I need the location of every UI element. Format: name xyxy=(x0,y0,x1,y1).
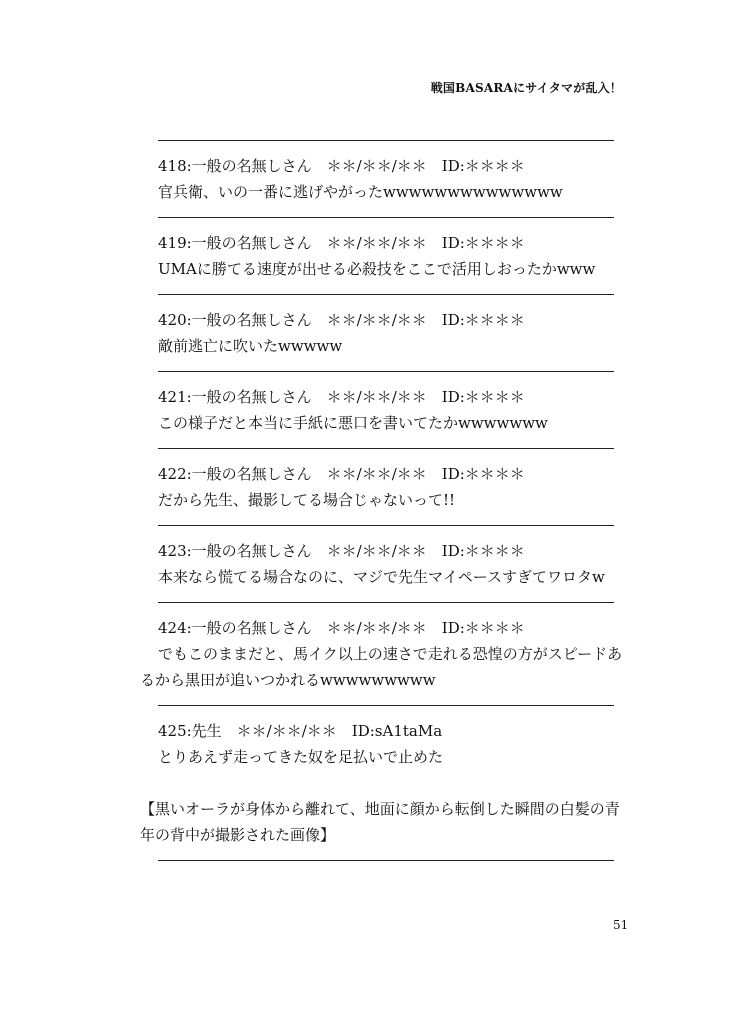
post-421-header: 421:一般の名無しさん ＊＊/＊＊/＊＊ ID:＊＊＊＊ xyxy=(158,388,525,406)
post-419-body: UMAに勝てる速度が出せる必殺技をここで活用しおったかwww xyxy=(158,260,596,278)
separator-rule xyxy=(158,602,614,603)
post-424-body-line-2: るから黒田が追いつかれるwwwwwwwww xyxy=(140,671,436,689)
post-418-header: 418:一般の名無しさん ＊＊/＊＊/＊＊ ID:＊＊＊＊ xyxy=(158,157,525,175)
post-421-body: この様子だと本当に手紙に悪口を書いてたかwwwwwww xyxy=(158,414,548,432)
post-419-header: 419:一般の名無しさん ＊＊/＊＊/＊＊ ID:＊＊＊＊ xyxy=(158,234,525,252)
narration-line-2: 年の背中が撮影された画像】 xyxy=(140,826,336,844)
separator-rule xyxy=(158,217,614,218)
post-425-header: 425:先生 ＊＊/＊＊/＊＊ ID:sA1taMa xyxy=(158,722,443,740)
post-423-header: 423:一般の名無しさん ＊＊/＊＊/＊＊ ID:＊＊＊＊ xyxy=(158,542,525,560)
post-418-body: 官兵衛、いの一番に逃げやがったwwwwwwwwwwwwww xyxy=(158,183,563,201)
post-423-body: 本来なら慌てる場合なのに、マジで先生マイペースすぎてワロタw xyxy=(158,568,605,586)
post-422-body: だから先生、撮影してる場合じゃないって!! xyxy=(158,491,456,509)
separator-rule xyxy=(158,705,614,706)
post-422-header: 422:一般の名無しさん ＊＊/＊＊/＊＊ ID:＊＊＊＊ xyxy=(158,465,525,483)
separator-rule xyxy=(158,140,614,141)
running-header: 戦国BASARAにサイタマが乱入！ xyxy=(430,81,622,95)
post-420-header: 420:一般の名無しさん ＊＊/＊＊/＊＊ ID:＊＊＊＊ xyxy=(158,311,525,329)
separator-rule xyxy=(158,294,614,295)
separator-rule xyxy=(158,371,614,372)
post-424-body-line-1: でもこのままだと、馬イク以上の速さで走れる恐惶の方がスピードあ xyxy=(158,645,623,663)
separator-rule xyxy=(158,448,614,449)
narration-line-1: 【黒いオーラが身体から離れて、地面に顔から転倒した瞬間の白髪の青 xyxy=(140,800,620,818)
page-number: 51 xyxy=(613,918,629,932)
post-420-body: 敵前逃亡に吹いたwwwww xyxy=(158,337,343,355)
post-425-body: とりあえず走ってきた奴を足払いで止めた xyxy=(158,748,444,766)
separator-rule xyxy=(158,860,614,861)
separator-rule xyxy=(158,525,614,526)
post-424-header: 424:一般の名無しさん ＊＊/＊＊/＊＊ ID:＊＊＊＊ xyxy=(158,619,525,637)
